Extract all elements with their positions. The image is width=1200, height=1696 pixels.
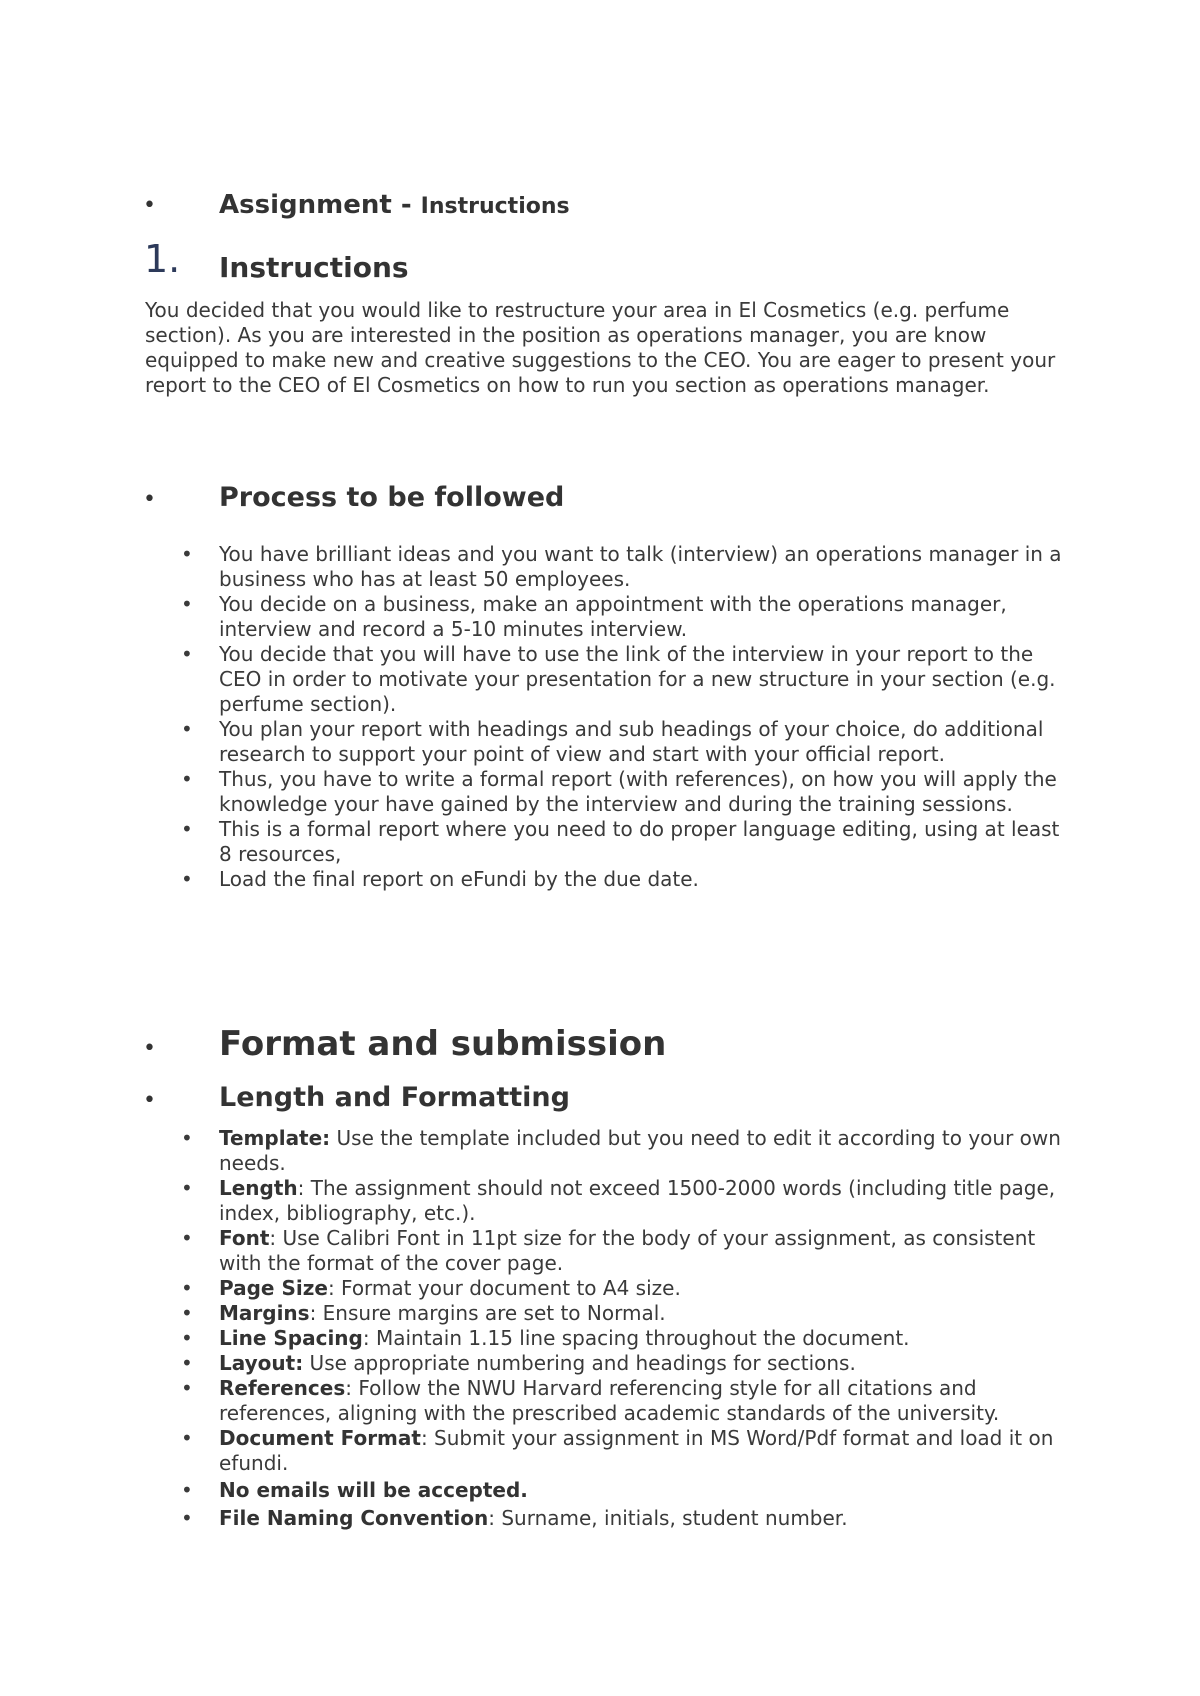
- length-heading: Length and Formatting: [219, 1082, 570, 1113]
- bullet-icon: •: [181, 592, 193, 616]
- instructions-paragraph: You decided that you would like to restructure your area in El Cosmetics (e.g. perfume section). As you are interested in the position as operations manager, you are know equipped to make new and creative suggestions to the CEO. You are eager to present your report to the CEO of El Cosmetics on how to run you section as operations manager.: [145, 298, 1056, 397]
- format-heading: Format and submission: [219, 1024, 667, 1064]
- assignment-title: [219, 190, 570, 220]
- bullet-icon: •: [181, 1126, 193, 1150]
- process-bullet: •: [143, 487, 156, 512]
- section-number: 1.: [144, 237, 181, 281]
- bullet-icon: •: [181, 1376, 193, 1400]
- list-item: • This is a formal report where you need to do proper language editing, using at least 8 resources,: [181, 817, 1060, 866]
- bullet-icon: •: [181, 1301, 193, 1325]
- list-item: • Layout: Use appropriate numbering and headings for sections.: [181, 1351, 856, 1375]
- list-item: • Margins: Ensure margins are set to Normal.: [181, 1301, 666, 1325]
- bullet-icon: •: [181, 642, 193, 666]
- header-bullet: •: [143, 193, 156, 218]
- length-bullet: •: [143, 1088, 156, 1113]
- list-item: • Thus, you have to write a formal report (with references), on how you will apply the knowledge your have gained by the interview and during the training sessions.: [181, 767, 1057, 816]
- bullet-icon: •: [181, 1426, 193, 1450]
- assignment-title-sub: Instructions: [420, 194, 570, 219]
- bullet-icon: •: [181, 1226, 193, 1250]
- list-item: • You plan your report with headings and sub headings of your choice, do additional research to support your point of view and start with your official report.: [181, 717, 1044, 766]
- bullet-icon: •: [181, 1351, 193, 1375]
- process-list: [181, 542, 1069, 892]
- list-item: • Line Spacing: Maintain 1.15 line spacing throughout the document.: [181, 1326, 910, 1350]
- list-item: • You decide on a business, make an appointment with the operations manager, interview and record a 5-10 minutes interview.: [181, 592, 1007, 641]
- list-item: • No emails will be accepted.: [181, 1478, 528, 1502]
- list-item: • Template: Use the template included but you need to edit it according to your own needs.: [181, 1126, 1061, 1175]
- list-item: • Page Size: Format your document to A4 size.: [181, 1276, 681, 1300]
- bullet-icon: •: [181, 717, 193, 741]
- bullet-icon: •: [181, 817, 193, 841]
- list-item: • Load the final report on eFundi by the due date.: [181, 867, 699, 891]
- bullet-icon: •: [181, 767, 193, 791]
- format-list: [181, 1126, 1069, 1531]
- assignment-title-main: Assignment -: [219, 190, 421, 220]
- list-item: • Document Format: Submit your assignment in MS Word/Pdf format and load it on efundi.: [181, 1426, 1054, 1475]
- bullet-icon: •: [181, 867, 193, 891]
- list-item: • You have brilliant ideas and you want to talk (interview) an operations manager in a business who has at least 50 employees.: [181, 542, 1062, 591]
- bullet-icon: •: [181, 1478, 193, 1502]
- instructions-heading: Instructions: [219, 251, 409, 284]
- bullet-icon: •: [181, 1276, 193, 1300]
- list-item: • References: Follow the NWU Harvard referencing style for all citations and references, aligning with the prescribed academic standards of the university.: [181, 1376, 1000, 1425]
- bullet-icon: •: [181, 1176, 193, 1200]
- list-item: • Font: Use Calibri Font in 11pt size for the body of your assignment, as consistent with the format of the cover page.: [181, 1226, 1036, 1275]
- process-heading: Process to be followed: [219, 482, 565, 513]
- list-item: • Length: The assignment should not exceed 1500-2000 words (including title page, index, bibliography, etc.).: [181, 1176, 1056, 1225]
- list-item: • File Naming Convention: Surname, initials, student number.: [181, 1506, 848, 1530]
- bullet-icon: •: [181, 542, 193, 566]
- list-item: • You decide that you will have to use the link of the interview in your report to the CEO in order to motivate your presentation for a new structure in your section (e.g. perfume section).: [181, 642, 1056, 716]
- bullet-icon: •: [181, 1326, 193, 1350]
- bullet-icon: •: [181, 1506, 193, 1530]
- format-bullet: •: [143, 1036, 156, 1061]
